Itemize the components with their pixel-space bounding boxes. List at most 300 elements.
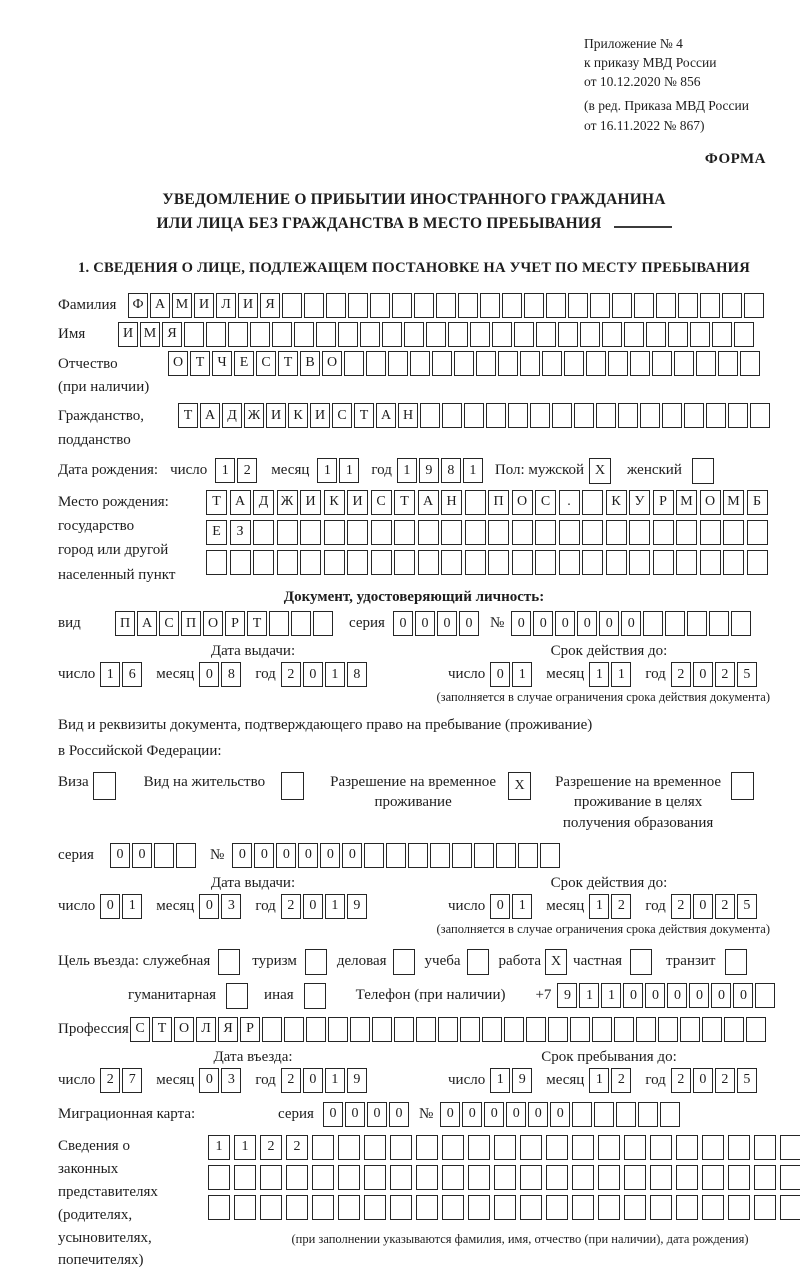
migcard-number-digit-box[interactable]: 0	[440, 1102, 460, 1127]
legal-reps-char-box[interactable]	[780, 1135, 800, 1160]
birthplace-char-box[interactable]	[512, 520, 533, 545]
migcard-number-digit-box[interactable]: 0	[550, 1102, 570, 1127]
permit-issue-year-box[interactable]: 0	[303, 894, 323, 919]
citizenship-char-box[interactable]	[684, 403, 704, 428]
permit-number-digit-box[interactable]	[430, 843, 450, 868]
legal-reps-char-box[interactable]	[364, 1195, 386, 1220]
surname-char-box[interactable]	[502, 293, 522, 318]
legal-reps-char-box[interactable]	[546, 1165, 568, 1190]
citizenship-char-box[interactable]	[662, 403, 682, 428]
migcard-series-digit-box[interactable]: 0	[389, 1102, 409, 1127]
purpose-humanitarian-checkbox[interactable]	[226, 983, 248, 1009]
birthplace-char-box[interactable]	[253, 520, 274, 545]
doc-number-digit-box[interactable]: 0	[511, 611, 531, 636]
legal-reps-char-box[interactable]	[468, 1195, 490, 1220]
stay-year-box[interactable]: 2	[715, 1068, 735, 1093]
birthplace-char-box[interactable]	[535, 550, 556, 575]
patronymic-char-box[interactable]	[432, 351, 452, 376]
legal-reps-char-box[interactable]	[754, 1195, 776, 1220]
legal-reps-char-box[interactable]	[780, 1195, 800, 1220]
doc-valid-day-box[interactable]: 0	[490, 662, 510, 687]
purpose-other-checkbox[interactable]	[304, 983, 326, 1009]
surname-char-box[interactable]	[546, 293, 566, 318]
legal-reps-char-box[interactable]	[728, 1135, 750, 1160]
citizenship-char-box[interactable]	[464, 403, 484, 428]
legal-reps-char-box[interactable]	[208, 1195, 230, 1220]
given-name-char-box[interactable]: И	[118, 322, 138, 347]
profession-char-box[interactable]	[306, 1017, 326, 1042]
legal-reps-char-box[interactable]	[234, 1195, 256, 1220]
permit-issue-day-box[interactable]: 0	[100, 894, 120, 919]
doc-number-digit-box[interactable]	[643, 611, 663, 636]
doc-type-char-box[interactable]	[291, 611, 311, 636]
purpose-work-checkbox[interactable]: X	[545, 949, 567, 975]
patronymic-char-box[interactable]	[388, 351, 408, 376]
permit-number-digit-box[interactable]: 0	[232, 843, 252, 868]
legal-reps-char-box[interactable]	[676, 1165, 698, 1190]
legal-reps-char-box[interactable]	[676, 1195, 698, 1220]
surname-char-box[interactable]	[392, 293, 412, 318]
citizenship-char-box[interactable]	[618, 403, 638, 428]
legal-reps-char-box[interactable]	[624, 1135, 646, 1160]
citizenship-char-box[interactable]: Т	[354, 403, 374, 428]
surname-char-box[interactable]	[744, 293, 764, 318]
legal-reps-char-box[interactable]	[546, 1135, 568, 1160]
citizenship-char-box[interactable]: А	[200, 403, 220, 428]
doc-issue-year-box[interactable]: 8	[347, 662, 367, 687]
permit-valid-day-box[interactable]: 1	[512, 894, 532, 919]
patronymic-char-box[interactable]	[740, 351, 760, 376]
legal-reps-char-box[interactable]	[598, 1195, 620, 1220]
doc-type-char-box[interactable]: Т	[247, 611, 267, 636]
citizenship-char-box[interactable]	[640, 403, 660, 428]
permit-number-digit-box[interactable]: 0	[342, 843, 362, 868]
patronymic-char-box[interactable]: О	[322, 351, 342, 376]
birth-month-box[interactable]: 1	[317, 458, 337, 483]
doc-number-digit-box[interactable]	[731, 611, 751, 636]
permit-issue-month-box[interactable]: 3	[221, 894, 241, 919]
profession-char-box[interactable]	[328, 1017, 348, 1042]
legal-reps-char-box[interactable]	[702, 1195, 724, 1220]
doc-issue-day-box[interactable]: 6	[122, 662, 142, 687]
birthplace-char-box[interactable]: И	[300, 490, 321, 515]
phone-digit-box[interactable]: 1	[601, 983, 621, 1008]
doc-series-digit-box[interactable]: 0	[437, 611, 457, 636]
permit-number-digit-box[interactable]	[452, 843, 472, 868]
birthplace-char-box[interactable]	[582, 520, 603, 545]
birthplace-char-box[interactable]: Т	[206, 490, 227, 515]
purpose-business-checkbox[interactable]	[393, 949, 415, 975]
phone-digit-box[interactable]: 1	[579, 983, 599, 1008]
stay-year-box[interactable]: 2	[671, 1068, 691, 1093]
birthplace-char-box[interactable]	[606, 550, 627, 575]
legal-reps-char-box[interactable]	[390, 1195, 412, 1220]
permit-valid-year-box[interactable]: 5	[737, 894, 757, 919]
citizenship-char-box[interactable]	[420, 403, 440, 428]
birth-year-box[interactable]: 1	[463, 458, 483, 483]
legal-reps-char-box[interactable]	[728, 1165, 750, 1190]
birthplace-char-box[interactable]	[606, 520, 627, 545]
permit-number-digit-box[interactable]	[496, 843, 516, 868]
given-name-char-box[interactable]	[184, 322, 204, 347]
surname-char-box[interactable]: Ф	[128, 293, 148, 318]
birthplace-char-box[interactable]: З	[230, 520, 251, 545]
birth-year-box[interactable]: 8	[441, 458, 461, 483]
entry-day-box[interactable]: 2	[100, 1068, 120, 1093]
birthplace-char-box[interactable]: И	[347, 490, 368, 515]
given-name-char-box[interactable]	[734, 322, 754, 347]
legal-reps-char-box[interactable]	[312, 1195, 334, 1220]
temp-residence-edu-checkbox[interactable]	[731, 772, 754, 800]
birthplace-char-box[interactable]	[324, 520, 345, 545]
legal-reps-char-box[interactable]	[494, 1195, 516, 1220]
birthplace-char-box[interactable]: М	[676, 490, 697, 515]
citizenship-char-box[interactable]: И	[266, 403, 286, 428]
phone-digit-box[interactable]: 9	[557, 983, 577, 1008]
doc-type-char-box[interactable]: Р	[225, 611, 245, 636]
doc-type-char-box[interactable]: А	[137, 611, 157, 636]
patronymic-char-box[interactable]	[630, 351, 650, 376]
phone-digit-box[interactable]	[755, 983, 775, 1008]
profession-char-box[interactable]: Р	[240, 1017, 260, 1042]
patronymic-char-box[interactable]	[674, 351, 694, 376]
citizenship-char-box[interactable]: И	[310, 403, 330, 428]
given-name-char-box[interactable]	[580, 322, 600, 347]
legal-reps-char-box[interactable]	[208, 1165, 230, 1190]
phone-digit-box[interactable]: 0	[645, 983, 665, 1008]
given-name-char-box[interactable]	[228, 322, 248, 347]
phone-digit-box[interactable]: 0	[667, 983, 687, 1008]
legal-reps-char-box[interactable]	[442, 1135, 464, 1160]
legal-reps-char-box[interactable]: 2	[260, 1135, 282, 1160]
surname-char-box[interactable]	[634, 293, 654, 318]
citizenship-char-box[interactable]: К	[288, 403, 308, 428]
stay-year-box[interactable]: 5	[737, 1068, 757, 1093]
given-name-char-box[interactable]	[250, 322, 270, 347]
birthplace-char-box[interactable]: Р	[653, 490, 674, 515]
birthplace-char-box[interactable]: Н	[441, 490, 462, 515]
birthplace-char-box[interactable]	[582, 550, 603, 575]
birthplace-char-box[interactable]	[324, 550, 345, 575]
permit-issue-year-box[interactable]: 9	[347, 894, 367, 919]
stay-day-box[interactable]: 9	[512, 1068, 532, 1093]
legal-reps-char-box[interactable]: 1	[208, 1135, 230, 1160]
doc-valid-year-box[interactable]: 2	[715, 662, 735, 687]
surname-char-box[interactable]	[590, 293, 610, 318]
legal-reps-char-box[interactable]	[494, 1165, 516, 1190]
birthplace-char-box[interactable]	[700, 550, 721, 575]
patronymic-char-box[interactable]: О	[168, 351, 188, 376]
doc-valid-year-box[interactable]: 2	[671, 662, 691, 687]
legal-reps-char-box[interactable]	[338, 1195, 360, 1220]
entry-day-box[interactable]: 7	[122, 1068, 142, 1093]
legal-reps-char-box[interactable]	[468, 1165, 490, 1190]
profession-char-box[interactable]	[438, 1017, 458, 1042]
surname-char-box[interactable]	[524, 293, 544, 318]
permit-number-digit-box[interactable]	[540, 843, 560, 868]
surname-char-box[interactable]	[568, 293, 588, 318]
legal-reps-char-box[interactable]: 1	[234, 1135, 256, 1160]
given-name-char-box[interactable]	[338, 322, 358, 347]
citizenship-char-box[interactable]	[750, 403, 770, 428]
legal-reps-char-box[interactable]	[468, 1135, 490, 1160]
doc-valid-year-box[interactable]: 5	[737, 662, 757, 687]
citizenship-char-box[interactable]	[442, 403, 462, 428]
purpose-official-checkbox[interactable]	[218, 949, 240, 975]
doc-valid-month-box[interactable]: 1	[611, 662, 631, 687]
profession-char-box[interactable]	[592, 1017, 612, 1042]
birthplace-char-box[interactable]	[653, 520, 674, 545]
birthplace-char-box[interactable]	[394, 520, 415, 545]
given-name-char-box[interactable]	[448, 322, 468, 347]
legal-reps-char-box[interactable]	[624, 1195, 646, 1220]
permit-valid-month-box[interactable]: 2	[611, 894, 631, 919]
birthplace-char-box[interactable]: О	[700, 490, 721, 515]
birth-year-box[interactable]: 9	[419, 458, 439, 483]
surname-char-box[interactable]	[480, 293, 500, 318]
birthplace-char-box[interactable]	[723, 550, 744, 575]
migcard-series-digit-box[interactable]: 0	[323, 1102, 343, 1127]
legal-reps-char-box[interactable]	[754, 1135, 776, 1160]
birthplace-char-box[interactable]	[347, 550, 368, 575]
entry-year-box[interactable]: 2	[281, 1068, 301, 1093]
legal-reps-char-box[interactable]	[338, 1135, 360, 1160]
legal-reps-char-box[interactable]	[702, 1165, 724, 1190]
birthplace-char-box[interactable]	[512, 550, 533, 575]
permit-number-digit-box[interactable]: 0	[320, 843, 340, 868]
legal-reps-char-box[interactable]	[390, 1135, 412, 1160]
stay-month-box[interactable]: 1	[589, 1068, 609, 1093]
profession-char-box[interactable]: С	[130, 1017, 150, 1042]
migcard-number-digit-box[interactable]	[616, 1102, 636, 1127]
legal-reps-char-box[interactable]	[572, 1135, 594, 1160]
doc-issue-year-box[interactable]: 1	[325, 662, 345, 687]
doc-valid-year-box[interactable]: 0	[693, 662, 713, 687]
migcard-number-digit-box[interactable]: 0	[462, 1102, 482, 1127]
birthplace-char-box[interactable]: Б	[747, 490, 768, 515]
surname-char-box[interactable]	[458, 293, 478, 318]
legal-reps-char-box[interactable]	[598, 1165, 620, 1190]
birthplace-char-box[interactable]: А	[230, 490, 251, 515]
purpose-private-checkbox[interactable]	[630, 949, 652, 975]
doc-type-char-box[interactable]	[313, 611, 333, 636]
surname-char-box[interactable]	[282, 293, 302, 318]
entry-month-box[interactable]: 3	[221, 1068, 241, 1093]
legal-reps-char-box[interactable]	[702, 1135, 724, 1160]
migcard-number-digit-box[interactable]	[638, 1102, 658, 1127]
stay-year-box[interactable]: 0	[693, 1068, 713, 1093]
legal-reps-char-box[interactable]	[650, 1135, 672, 1160]
phone-digit-box[interactable]: 0	[711, 983, 731, 1008]
birthplace-char-box[interactable]	[676, 520, 697, 545]
legal-reps-char-box[interactable]	[416, 1165, 438, 1190]
birthplace-char-box[interactable]	[300, 520, 321, 545]
birthplace-char-box[interactable]: С	[371, 490, 392, 515]
legal-reps-char-box[interactable]: 2	[286, 1135, 308, 1160]
patronymic-char-box[interactable]: Е	[234, 351, 254, 376]
birthplace-char-box[interactable]: К	[606, 490, 627, 515]
doc-issue-day-box[interactable]: 1	[100, 662, 120, 687]
patronymic-char-box[interactable]	[520, 351, 540, 376]
given-name-char-box[interactable]	[316, 322, 336, 347]
legal-reps-char-box[interactable]	[728, 1195, 750, 1220]
given-name-char-box[interactable]	[206, 322, 226, 347]
doc-series-digit-box[interactable]: 0	[393, 611, 413, 636]
permit-valid-year-box[interactable]: 2	[715, 894, 735, 919]
sex-male-checkbox[interactable]: X	[589, 458, 611, 484]
birthplace-char-box[interactable]	[488, 550, 509, 575]
patronymic-char-box[interactable]: Ч	[212, 351, 232, 376]
legal-reps-char-box[interactable]	[286, 1195, 308, 1220]
profession-char-box[interactable]	[658, 1017, 678, 1042]
legal-reps-char-box[interactable]	[520, 1165, 542, 1190]
patronymic-char-box[interactable]	[454, 351, 474, 376]
given-name-char-box[interactable]	[404, 322, 424, 347]
birthplace-char-box[interactable]	[465, 550, 486, 575]
profession-char-box[interactable]	[416, 1017, 436, 1042]
birthplace-char-box[interactable]	[418, 550, 439, 575]
doc-type-char-box[interactable]: П	[115, 611, 135, 636]
surname-char-box[interactable]	[348, 293, 368, 318]
permit-number-digit-box[interactable]	[386, 843, 406, 868]
birthplace-char-box[interactable]	[465, 520, 486, 545]
surname-char-box[interactable]: И	[194, 293, 214, 318]
birthplace-char-box[interactable]	[653, 550, 674, 575]
legal-reps-char-box[interactable]	[442, 1165, 464, 1190]
migcard-number-digit-box[interactable]: 0	[506, 1102, 526, 1127]
migcard-number-digit-box[interactable]	[660, 1102, 680, 1127]
profession-char-box[interactable]: Л	[196, 1017, 216, 1042]
citizenship-char-box[interactable]	[596, 403, 616, 428]
purpose-tourism-checkbox[interactable]	[305, 949, 327, 975]
permit-number-digit-box[interactable]: 0	[276, 843, 296, 868]
doc-number-digit-box[interactable]: 0	[555, 611, 575, 636]
birthplace-char-box[interactable]: У	[629, 490, 650, 515]
birthplace-char-box[interactable]	[747, 550, 768, 575]
legal-reps-char-box[interactable]	[390, 1165, 412, 1190]
birthplace-char-box[interactable]	[488, 520, 509, 545]
permit-issue-day-box[interactable]: 1	[122, 894, 142, 919]
doc-number-digit-box[interactable]	[687, 611, 707, 636]
given-name-char-box[interactable]	[712, 322, 732, 347]
doc-series-digit-box[interactable]: 0	[415, 611, 435, 636]
legal-reps-char-box[interactable]	[416, 1135, 438, 1160]
given-name-char-box[interactable]: Я	[162, 322, 182, 347]
birth-day-box[interactable]: 2	[237, 458, 257, 483]
birthplace-char-box[interactable]	[347, 520, 368, 545]
purpose-transit-checkbox[interactable]	[725, 949, 747, 975]
patronymic-char-box[interactable]	[564, 351, 584, 376]
legal-reps-char-box[interactable]	[286, 1165, 308, 1190]
birthplace-char-box[interactable]	[206, 550, 227, 575]
legal-reps-char-box[interactable]	[572, 1165, 594, 1190]
permit-issue-month-box[interactable]: 0	[199, 894, 219, 919]
permit-valid-day-box[interactable]: 0	[490, 894, 510, 919]
legal-reps-char-box[interactable]	[364, 1165, 386, 1190]
profession-char-box[interactable]	[746, 1017, 766, 1042]
surname-char-box[interactable]: М	[172, 293, 192, 318]
stay-day-box[interactable]: 1	[490, 1068, 510, 1093]
given-name-char-box[interactable]: М	[140, 322, 160, 347]
birthplace-char-box[interactable]	[253, 550, 274, 575]
doc-series-digit-box[interactable]: 0	[459, 611, 479, 636]
birthplace-char-box[interactable]: Т	[394, 490, 415, 515]
entry-year-box[interactable]: 1	[325, 1068, 345, 1093]
surname-char-box[interactable]	[722, 293, 742, 318]
surname-char-box[interactable]	[656, 293, 676, 318]
birth-year-box[interactable]: 1	[397, 458, 417, 483]
birthplace-char-box[interactable]	[559, 550, 580, 575]
surname-char-box[interactable]	[436, 293, 456, 318]
doc-issue-month-box[interactable]: 8	[221, 662, 241, 687]
birthplace-char-box[interactable]: С	[535, 490, 556, 515]
birthplace-char-box[interactable]: К	[324, 490, 345, 515]
patronymic-char-box[interactable]	[652, 351, 672, 376]
entry-month-box[interactable]: 0	[199, 1068, 219, 1093]
surname-char-box[interactable]: И	[238, 293, 258, 318]
birthplace-char-box[interactable]	[300, 550, 321, 575]
surname-char-box[interactable]: Л	[216, 293, 236, 318]
entry-year-box[interactable]: 0	[303, 1068, 323, 1093]
patronymic-char-box[interactable]	[696, 351, 716, 376]
profession-char-box[interactable]: Я	[218, 1017, 238, 1042]
profession-char-box[interactable]	[724, 1017, 744, 1042]
patronymic-char-box[interactable]	[542, 351, 562, 376]
surname-char-box[interactable]	[326, 293, 346, 318]
surname-char-box[interactable]	[612, 293, 632, 318]
citizenship-char-box[interactable]: Д	[222, 403, 242, 428]
legal-reps-char-box[interactable]	[442, 1195, 464, 1220]
phone-digit-box[interactable]: 0	[733, 983, 753, 1008]
visa-checkbox[interactable]	[93, 772, 116, 800]
birthplace-char-box[interactable]	[277, 550, 298, 575]
legal-reps-char-box[interactable]	[624, 1165, 646, 1190]
profession-char-box[interactable]	[680, 1017, 700, 1042]
patronymic-char-box[interactable]: С	[256, 351, 276, 376]
doc-issue-year-box[interactable]: 2	[281, 662, 301, 687]
citizenship-char-box[interactable]	[486, 403, 506, 428]
citizenship-char-box[interactable]: Н	[398, 403, 418, 428]
legal-reps-char-box[interactable]	[520, 1135, 542, 1160]
given-name-char-box[interactable]	[470, 322, 490, 347]
permit-issue-year-box[interactable]: 2	[281, 894, 301, 919]
migcard-series-digit-box[interactable]: 0	[367, 1102, 387, 1127]
legal-reps-char-box[interactable]	[572, 1195, 594, 1220]
legal-reps-char-box[interactable]	[754, 1165, 776, 1190]
birthplace-char-box[interactable]	[441, 550, 462, 575]
migcard-series-digit-box[interactable]: 0	[345, 1102, 365, 1127]
surname-char-box[interactable]	[700, 293, 720, 318]
permit-series-digit-box[interactable]	[154, 843, 174, 868]
legal-reps-char-box[interactable]	[546, 1195, 568, 1220]
permit-issue-year-box[interactable]: 1	[325, 894, 345, 919]
citizenship-char-box[interactable]: Т	[178, 403, 198, 428]
profession-char-box[interactable]	[350, 1017, 370, 1042]
legal-reps-char-box[interactable]	[338, 1165, 360, 1190]
legal-reps-char-box[interactable]	[260, 1165, 282, 1190]
legal-reps-char-box[interactable]	[416, 1195, 438, 1220]
surname-char-box[interactable]	[678, 293, 698, 318]
citizenship-char-box[interactable]: С	[332, 403, 352, 428]
migcard-number-digit-box[interactable]	[594, 1102, 614, 1127]
legal-reps-char-box[interactable]	[650, 1165, 672, 1190]
profession-char-box[interactable]	[394, 1017, 414, 1042]
profession-char-box[interactable]	[284, 1017, 304, 1042]
legal-reps-char-box[interactable]	[312, 1165, 334, 1190]
permit-number-digit-box[interactable]: 0	[298, 843, 318, 868]
doc-type-char-box[interactable]	[269, 611, 289, 636]
patronymic-char-box[interactable]	[608, 351, 628, 376]
